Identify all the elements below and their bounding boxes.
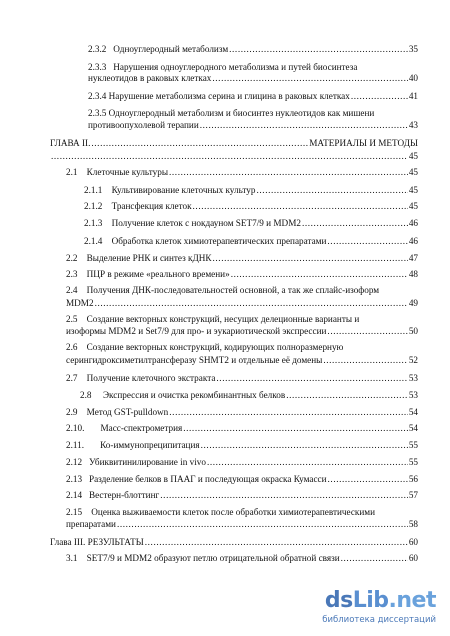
toc-entry-continuation — [50, 151, 418, 162]
toc-entry[interactable] — [66, 440, 418, 451]
toc-title: Клеточные культуры — [86, 167, 168, 177]
toc-number: 2.10. — [66, 423, 85, 433]
toc-number: 2.1.1 — [84, 185, 103, 195]
toc-title: Выделение РНК и синтез кДНК — [86, 253, 212, 263]
toc-number: 2.9 — [66, 407, 78, 417]
toc-entry[interactable] — [88, 44, 418, 55]
toc-entry[interactable] — [88, 91, 418, 102]
toc-number: Глава III. — [50, 537, 86, 547]
leader-dots — [341, 553, 408, 564]
leader-dots — [212, 73, 407, 84]
leader-dots — [183, 423, 408, 434]
toc-entry[interactable] — [88, 108, 418, 119]
toc-entry[interactable] — [84, 185, 418, 196]
toc-entry[interactable] — [66, 285, 418, 296]
toc-entry-continuation — [66, 298, 418, 309]
leader-dots — [193, 201, 408, 212]
toc-number: ГЛАВА II. — [50, 138, 91, 148]
toc-title-cont: изоформы MDM2 и Set7/9 для про- и эукариотической экспрессии — [66, 326, 327, 336]
toc-entry[interactable] — [88, 62, 418, 73]
toc-title: РЕЗУЛЬТАТЫ — [87, 537, 144, 547]
toc-page: 48 — [408, 269, 418, 279]
leader-dots — [145, 537, 408, 548]
toc-entry[interactable] — [84, 236, 418, 247]
toc-page: 45 — [408, 185, 418, 195]
toc-title: Метод GST-pulldown — [86, 407, 169, 417]
watermark-subtitle: библиотека диссертаций — [322, 615, 436, 625]
toc-title: Культивирование клеточных культур — [111, 185, 256, 195]
toc-page: 54 — [408, 407, 418, 417]
toc-entry-continuation — [66, 519, 418, 530]
toc-title: SET7/9 и MDM2 образуют петлю отрицательной обратной связи — [86, 553, 340, 563]
leader-dots — [302, 218, 408, 229]
toc-page: 45 — [408, 167, 418, 177]
toc-title: Разделение белков в ПААГ и последующая окраска Кумасси — [88, 474, 327, 484]
toc-page: 46 — [408, 218, 418, 228]
toc-entry-continuation — [66, 355, 418, 366]
toc-title-cont: противоопухолевой терапии — [88, 120, 199, 130]
toc-number: 2.3.5 — [88, 108, 107, 118]
toc-title-cont: препаратами — [66, 519, 116, 529]
toc-title: Получение клеточного экстракта — [86, 373, 216, 383]
toc-entry[interactable] — [66, 507, 418, 518]
leader-dots — [327, 326, 407, 337]
toc-page: 41 — [408, 91, 418, 101]
toc-entry-continuation — [88, 73, 418, 84]
toc-title: Одноуглеродный метаболизм и биосинтез нуклеотидов как мишени — [108, 108, 375, 118]
toc-title-cont: нуклеотидов в раковых клетках — [88, 73, 212, 83]
toc-number: 2.13 — [66, 474, 83, 484]
leader-dots — [328, 474, 408, 485]
leader-dots — [216, 373, 407, 384]
toc-page: 55 — [408, 440, 418, 450]
toc-number: 2.1.4 — [84, 236, 103, 246]
leader-dots — [200, 120, 408, 131]
leader-dots — [169, 407, 408, 418]
leader-dots — [169, 167, 408, 178]
toc-entry-continuation — [66, 326, 418, 337]
toc-title: Создание векторных конструкций, несущих делеционные варианты и — [86, 314, 360, 324]
leader-dots — [286, 390, 408, 401]
toc-number: 2.2 — [66, 253, 78, 263]
toc-number: 2.5 — [66, 314, 78, 324]
toc-page: 45 — [408, 151, 418, 161]
toc-number: 2.3.4 — [88, 91, 107, 101]
leader-dots — [91, 138, 308, 149]
leader-dots — [207, 457, 408, 468]
toc-entry[interactable] — [66, 407, 418, 418]
leader-dots — [117, 519, 408, 530]
toc-number: 2.6 — [66, 342, 78, 352]
toc-title: Масс-спектрометрия — [100, 423, 183, 433]
toc-page: 50 — [408, 326, 418, 336]
leader-dots — [213, 253, 408, 264]
toc-page: 57 — [408, 490, 418, 500]
toc-page: 55 — [408, 457, 418, 467]
toc-entry[interactable] — [66, 474, 418, 485]
toc-entry[interactable] — [66, 253, 418, 264]
toc-chapter[interactable] — [50, 537, 418, 548]
toc-number: 2.15 — [66, 507, 83, 517]
toc-title: Получения ДНК-последовательностей основной, а так же сплайс-изоформ — [86, 285, 380, 295]
toc-entry[interactable] — [66, 490, 418, 501]
toc-number: 2.11. — [66, 440, 85, 450]
toc-entry[interactable] — [66, 423, 418, 434]
toc-entry-continuation — [88, 120, 418, 131]
leader-dots — [323, 355, 407, 366]
toc-entry[interactable] — [66, 269, 418, 280]
toc-page: 53 — [408, 390, 418, 400]
toc-title-cont: MDM2 — [66, 298, 94, 308]
toc-title: Трансфекция клеток — [111, 201, 192, 211]
toc-page: 35 — [408, 44, 418, 54]
toc-title: Создание векторных конструкций, кодирующих полноразмерную — [86, 342, 344, 352]
toc-title: Вестерн-блоттинг — [88, 490, 160, 500]
toc-number: 2.12 — [66, 457, 83, 467]
toc-number: 2.3.2 — [88, 44, 107, 54]
toc-entry[interactable] — [84, 201, 418, 212]
toc-page: 52 — [408, 355, 418, 365]
leader-dots — [160, 490, 408, 501]
dslib-watermark — [306, 588, 436, 628]
dslib-logo: dsLib.net — [324, 588, 436, 613]
toc-number: 2.3.3 — [88, 62, 107, 72]
leader-dots — [351, 91, 408, 102]
toc-page: 56 — [408, 474, 418, 484]
toc-entry[interactable] — [66, 457, 418, 468]
toc-title: Одноуглеродный метаболизм — [113, 44, 229, 54]
toc-title: Оценка выживаемости клеток после обработки химиотерапевтическими — [91, 507, 376, 517]
leader-dots — [95, 298, 408, 309]
toc-entry[interactable] — [84, 218, 418, 229]
toc-page: 53 — [408, 373, 418, 383]
toc-entry[interactable] — [66, 373, 418, 384]
toc-number: 2.8 — [80, 390, 92, 400]
toc-title: ПЦР в режиме «реального времени» — [86, 269, 230, 279]
toc-chapter[interactable] — [50, 138, 418, 149]
toc-page: 45 — [408, 201, 418, 211]
toc-page: 40 — [408, 73, 418, 83]
toc-entry[interactable] — [66, 167, 418, 178]
toc-page: 60 — [408, 553, 418, 563]
toc-number: 2.1.2 — [84, 201, 103, 211]
toc-entry[interactable] — [66, 314, 418, 325]
toc-title: Нарушения одноуглеродного метаболизма и путей биосинтеза — [113, 62, 358, 72]
toc-title: Получение клеток с нокдауном SET7/9 и MDM2 — [111, 218, 301, 228]
leader-dots — [229, 44, 408, 55]
toc-title: МАТЕРИАЛЫ И МЕТОДЫ — [309, 138, 418, 148]
toc-title: Ко-иммунопреципитация — [100, 440, 200, 450]
toc-number: 2.7 — [66, 373, 78, 383]
toc-title: Убиквитинилирование in vivo — [88, 457, 206, 467]
leader-dots — [327, 236, 407, 247]
toc-entry[interactable] — [66, 553, 418, 564]
toc-title: Обработка клеток химиотерапевтических препаратами — [111, 236, 327, 246]
toc-title: Нарушение метаболизма серина и глицина в раковых клетках — [108, 91, 350, 101]
toc-number: 3.1 — [66, 553, 78, 563]
toc-entry[interactable] — [80, 390, 418, 401]
toc-page: 43 — [408, 120, 418, 130]
leader-dots — [51, 151, 408, 162]
toc-page: 60 — [408, 537, 418, 547]
leader-dots — [231, 269, 408, 280]
toc-number: 2.4 — [66, 285, 78, 295]
toc-number: 2.1.3 — [84, 218, 103, 228]
toc-number: 2.3 — [66, 269, 78, 279]
toc-page: 47 — [408, 253, 418, 263]
toc-page: 49 — [408, 298, 418, 308]
toc-number: 2.1 — [66, 167, 78, 177]
toc-page: 58 — [408, 519, 418, 529]
toc-page: 54 — [408, 423, 418, 433]
toc-title: Экспрессия и очистка рекомбинантных белков — [102, 390, 286, 400]
toc-number: 2.14 — [66, 490, 83, 500]
toc-title-cont: серингидроксиметилтрансферазу SHMT2 и отдельные её домены — [66, 355, 323, 365]
leader-dots — [257, 185, 408, 196]
toc-page: 46 — [408, 236, 418, 246]
leader-dots — [201, 440, 408, 451]
toc-entry[interactable] — [66, 342, 418, 353]
